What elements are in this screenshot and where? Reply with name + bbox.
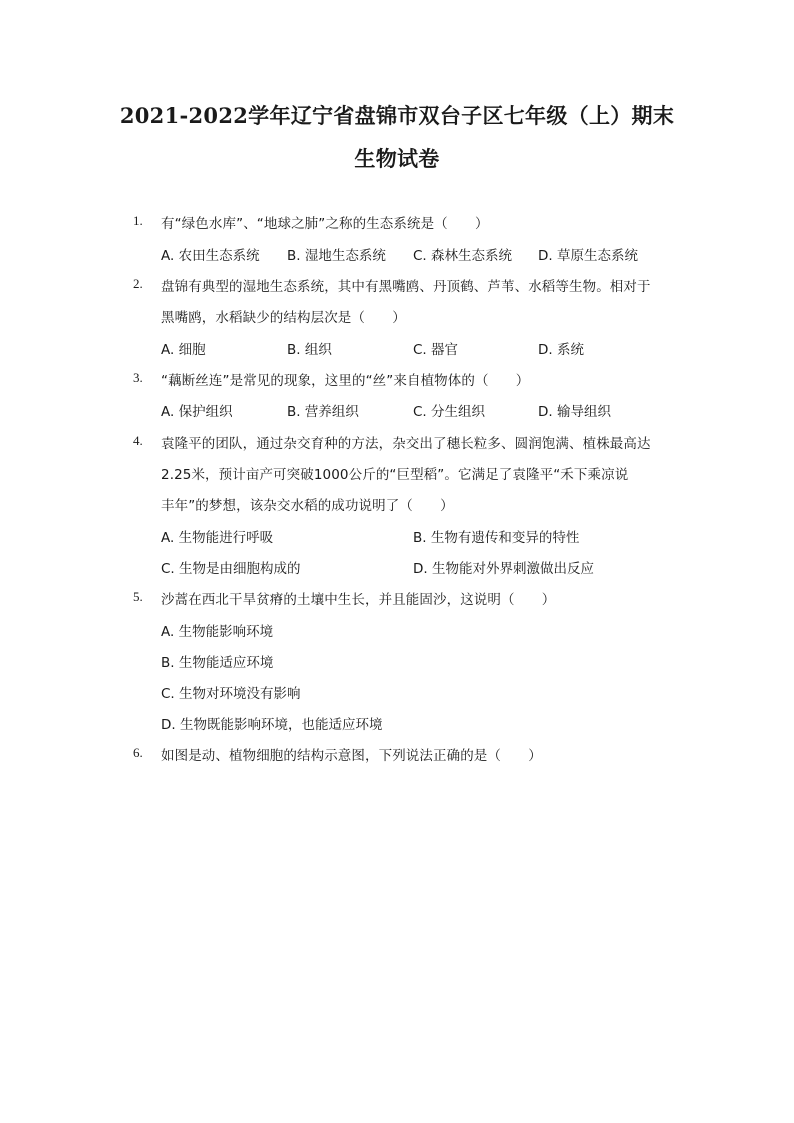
option-c[interactable]: C. 器官 [413, 342, 459, 358]
option-a[interactable]: A. 细胞 [161, 342, 206, 358]
question-number: 5. [133, 589, 143, 604]
option-a[interactable]: A. 农田生态系统 [161, 248, 260, 264]
question-stem: 有“绿色水库”、“地球之肺”之称的生态系统是（ ） [161, 216, 489, 232]
exam-title-line2: 生物试卷 [354, 146, 440, 171]
question-stem-line: 2.25米，预计亩产可突破1000公斤的“巨型稻”。它满足了袁隆平“禾下乘凉说 [161, 467, 629, 483]
option-c[interactable]: C. 生物是由细胞构成的 [161, 561, 301, 577]
option-b[interactable]: B. 营养组织 [287, 404, 359, 420]
exam-title-line1: 2021-2022学年辽宁省盘锦市双台子区七年级（上）期末 [119, 103, 675, 128]
option-d[interactable]: D. 草原生态系统 [538, 248, 638, 264]
option-b[interactable]: B. 湿地生态系统 [287, 248, 386, 264]
option-d[interactable]: D. 输导组织 [538, 404, 611, 420]
option-b[interactable]: B. 生物能适应环境 [161, 655, 274, 671]
question-stem-line: 丰年”的梦想，该杂交水稻的成功说明了（ ） [161, 498, 454, 514]
question-stem-line: 盘锦有典型的湿地生态系统，其中有黑嘴鸥、丹顶鹤、芦苇、水稻等生物。相对于 [161, 279, 651, 295]
option-a[interactable]: A. 保护组织 [161, 404, 233, 420]
option-b[interactable]: B. 生物有遗传和变异的特性 [413, 530, 580, 546]
option-b[interactable]: B. 组织 [287, 342, 332, 358]
option-d[interactable]: D. 系统 [538, 342, 584, 358]
option-c[interactable]: C. 生物对环境没有影响 [161, 686, 301, 702]
option-a[interactable]: A. 生物能影响环境 [161, 624, 274, 640]
question-stem-line: 袁隆平的团队，通过杂交育种的方法，杂交出了穗长粒多、圆润饱满、植株最高达 [161, 436, 651, 452]
question-stem: 如图是动、植物细胞的结构示意图，下列说法正确的是（ ） [161, 748, 542, 764]
option-d[interactable]: D. 生物既能影响环境，也能适应环境 [161, 717, 383, 733]
option-d[interactable]: D. 生物能对外界刺激做出反应 [413, 561, 594, 577]
question-number: 2. [133, 276, 143, 291]
option-a[interactable]: A. 生物能进行呼吸 [161, 530, 274, 546]
question-number: 3. [133, 370, 143, 385]
question-number: 1. [133, 213, 143, 228]
question-stem: 沙蒿在西北干旱贫瘠的土壤中生长，并且能固沙，这说明（ ） [161, 592, 556, 608]
question-stem-line: 黑嘴鸥，水稻缺少的结构层次是（ ） [161, 310, 406, 326]
question-stem: “藕断丝连”是常见的现象，这里的“丝”来自植物体的（ ） [161, 373, 530, 389]
question-number: 6. [133, 745, 143, 760]
question-number: 4. [133, 433, 143, 448]
option-c[interactable]: C. 森林生态系统 [413, 248, 513, 264]
option-c[interactable]: C. 分生组织 [413, 404, 486, 420]
